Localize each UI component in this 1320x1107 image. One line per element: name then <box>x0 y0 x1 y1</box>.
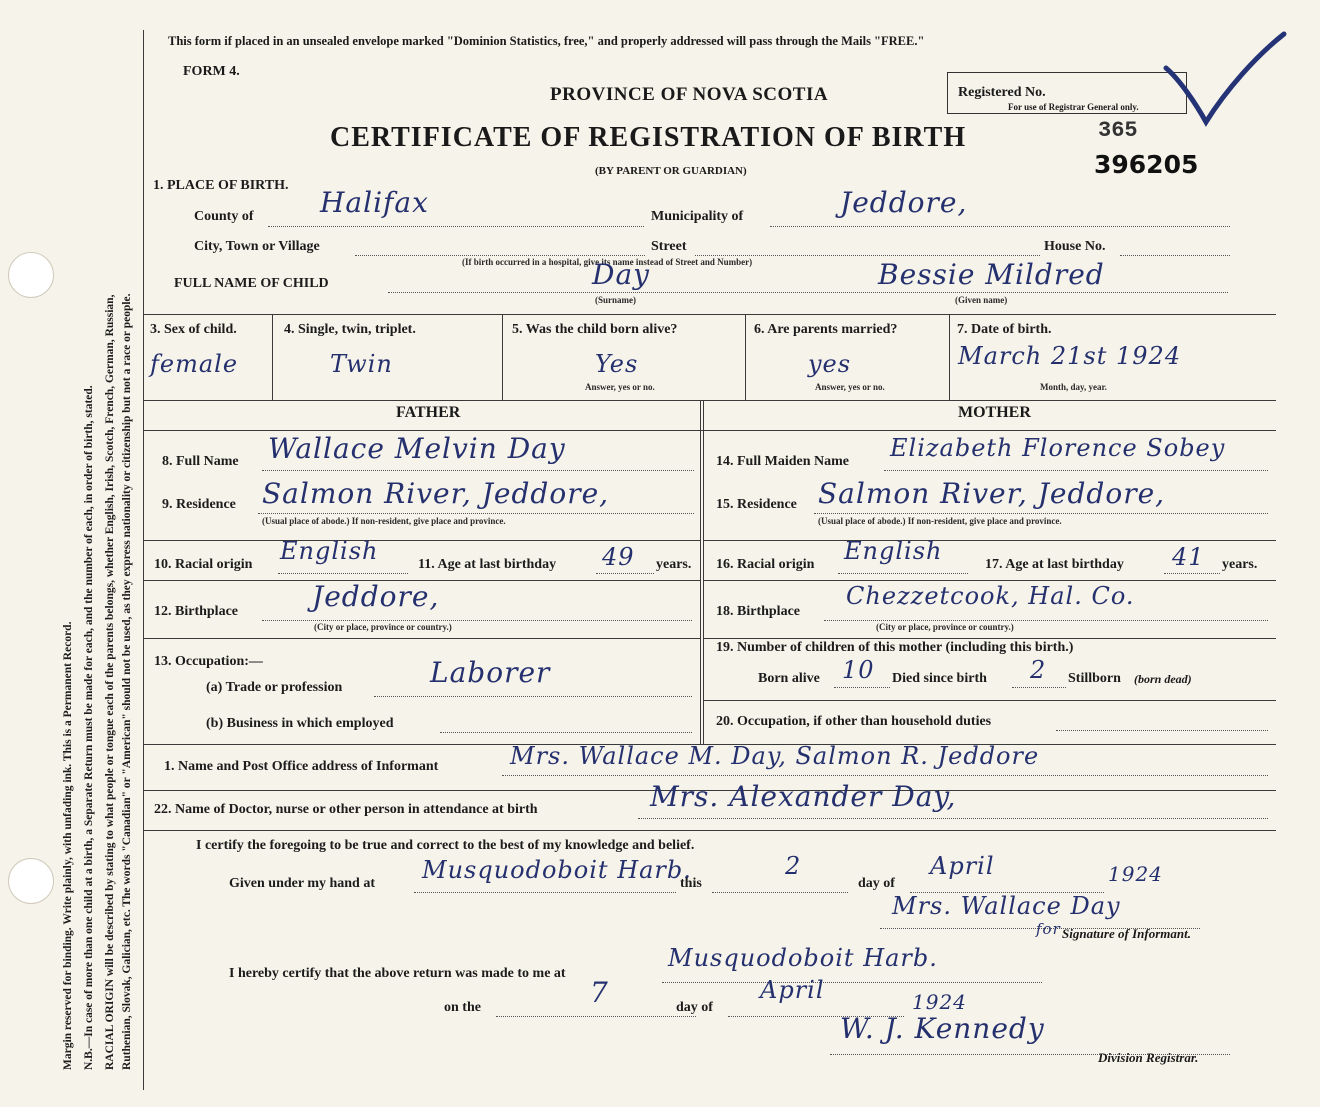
father-name-value[interactable]: Wallace Melvin Day <box>268 432 566 465</box>
mother-age-unit: years. <box>1222 557 1258 572</box>
child-name-label: FULL NAME OF CHILD <box>174 276 329 291</box>
doctor-label: 22. Name of Doctor, nurse or other person in attendance at birth <box>154 802 538 817</box>
mother-residence-label: 15. Residence <box>716 497 797 512</box>
informant-value[interactable]: Mrs. Wallace M. Day, Salmon R. Jeddore <box>510 742 1040 770</box>
given-caption: (Given name) <box>955 295 1008 305</box>
alive-label: 5. Was the child born alive? <box>512 322 678 337</box>
page-subtitle: (BY PARENT OR GUARDIAN) <box>595 165 747 177</box>
father-racial-label: 10. Racial origin <box>154 557 253 572</box>
mother-age-label: 17. Age at last birthday <box>985 557 1124 572</box>
record-number: 396205 <box>1094 150 1199 179</box>
married-label: 6. Are parents married? <box>754 322 898 337</box>
informant-signature[interactable]: Mrs. Wallace Day <box>892 892 1121 920</box>
day-of-label: day of <box>858 876 895 891</box>
registered-note: For use of Registrar General only. <box>1008 102 1139 112</box>
check-mark-icon <box>1160 30 1290 135</box>
plurality-label: 4. Single, twin, triplet. <box>284 322 416 337</box>
mother-heading: MOTHER <box>958 404 1031 421</box>
father-name-label: 8. Full Name <box>162 454 239 469</box>
father-birthplace-label: 12. Birthplace <box>154 604 238 619</box>
registrar-certify-text: I hereby certify that the above return was made to me at <box>229 966 566 981</box>
mother-residence-value[interactable]: Salmon River, Jeddore, <box>818 477 1166 510</box>
hospital-note: (If birth occurred in a hospital, give its name instead of Street and Number) <box>462 257 753 267</box>
registrar-caption: Division Registrar. <box>1098 1050 1199 1065</box>
informant-label: 1. Name and Post Office address of Informant <box>164 759 439 774</box>
plurality-value[interactable]: Twin <box>330 350 393 378</box>
father-birthplace-caption: (City or place, province or country.) <box>314 622 452 632</box>
born-alive-label: Born alive <box>758 671 820 686</box>
married-value[interactable]: yes <box>808 350 852 378</box>
mother-age-value[interactable]: 41 <box>1172 543 1205 571</box>
mother-name-value[interactable]: Elizabeth Florence Sobey <box>890 434 1226 462</box>
mother-birthplace-caption: (City or place, province or country.) <box>876 622 1014 632</box>
mother-birthplace-value[interactable]: Chezzetcook, Hal. Co. <box>846 582 1135 610</box>
father-age-value[interactable]: 49 <box>602 543 635 571</box>
given-label: Given under my hand at <box>229 876 375 891</box>
born-alive-value[interactable]: 10 <box>842 656 875 684</box>
province-heading: PROVINCE OF NOVA SCOTIA <box>550 84 829 105</box>
margin-note: N.B.—In case of more than one child at a birth, a Separate Return must be made for each, and the number of each, in order of birth, stated. <box>83 385 95 1070</box>
county-value[interactable]: Halifax <box>320 186 429 219</box>
sex-value[interactable]: female <box>150 350 239 378</box>
mother-birthplace-label: 18. Birthplace <box>716 604 800 619</box>
father-residence-label: 9. Residence <box>162 497 236 512</box>
street-label: Street <box>651 239 687 254</box>
margin-note: Ruthenian, Slovak, Galician, etc. The words "Canadian" or "American" should not be used, as they express nationality or citizenship but not a race or people. <box>121 293 133 1070</box>
occupation-label: 13. Occupation:— <box>154 654 263 669</box>
signature-caption: Signature of Informant. <box>1062 926 1191 941</box>
on-the-label: on the <box>444 1000 481 1015</box>
stillborn-label: Stillborn <box>1068 671 1121 686</box>
children-count-label: 19. Number of children of this mother (including this birth.) <box>716 640 1074 655</box>
registered-label: Registered No. <box>958 85 1046 100</box>
margin-rule <box>143 30 144 1090</box>
doctor-value[interactable]: Mrs. Alexander Day, <box>650 780 957 813</box>
married-caption: Answer, yes or no. <box>815 382 885 392</box>
business-label: (b) Business in which employed <box>206 716 394 731</box>
trade-label: (a) Trade or profession <box>206 680 343 695</box>
stamp-number: 365 <box>1098 118 1138 143</box>
certify-text: I certify the foregoing to be true and correct to the best of my knowledge and belief. <box>196 838 695 853</box>
died-label: Died since birth <box>892 671 987 686</box>
dob-value[interactable]: March 21st 1924 <box>958 342 1182 370</box>
given-month-value[interactable]: April <box>930 852 995 880</box>
municipality-label: Municipality of <box>651 209 744 224</box>
binding-hole <box>8 858 54 904</box>
registrar-year-value[interactable]: 1924 <box>912 990 967 1014</box>
registered-box <box>947 72 1187 114</box>
registrar-month-value[interactable]: April <box>760 976 825 1004</box>
county-label: County of <box>194 209 254 224</box>
mother-racial-label: 16. Racial origin <box>716 557 815 572</box>
father-racial-value[interactable]: English <box>280 537 379 565</box>
page-title: CERTIFICATE OF REGISTRATION OF BIRTH <box>330 122 967 153</box>
alive-caption: Answer, yes or no. <box>585 382 655 392</box>
municipality-value[interactable]: Jeddore, <box>840 186 968 219</box>
alive-value[interactable]: Yes <box>595 350 639 378</box>
given-place-value[interactable]: Musquodoboit Harb. <box>422 856 692 884</box>
mail-notice: This form if placed in an unsealed envelope marked "Dominion Statistics, free," and properly addressed will pass through the Mails "FREE." <box>168 34 925 48</box>
mother-residence-caption: (Usual place of abode.) If non-resident, give place and province. <box>818 516 1062 526</box>
father-residence-caption: (Usual place of abode.) If non-resident, give place and province. <box>262 516 506 526</box>
place-of-birth-label: 1. PLACE OF BIRTH. <box>153 178 289 193</box>
house-label: House No. <box>1044 239 1106 254</box>
binding-hole <box>8 252 54 298</box>
dob-caption: Month, day, year. <box>1040 382 1107 392</box>
surname-caption: (Surname) <box>595 295 636 305</box>
margin-note: RACIAL ORIGIN will be described by stating to what people or tongue each of the parents belongs, whether English, Irish, Scotch, French, German, Russian, <box>104 294 116 1070</box>
father-residence-value[interactable]: Salmon River, Jeddore, <box>262 477 610 510</box>
registrar-signature[interactable]: W. J. Kennedy <box>840 1012 1045 1045</box>
father-age-label: 11. Age at last birthday <box>418 557 557 572</box>
child-given-name[interactable]: Bessie Mildred <box>878 258 1105 291</box>
given-year-value[interactable]: 1924 <box>1108 862 1163 886</box>
form-number: FORM 4. <box>183 64 240 79</box>
registrar-day-of-label: day of <box>676 1000 713 1015</box>
mother-occupation-label: 20. Occupation, if other than household duties <box>716 714 992 729</box>
trade-value[interactable]: Laborer <box>430 656 551 689</box>
father-birthplace-value[interactable]: Jeddore, <box>312 580 440 613</box>
registrar-place-value[interactable]: Musquodoboit Harb. <box>668 944 938 972</box>
city-label: City, Town or Village <box>194 239 320 254</box>
given-day-value[interactable]: 2 <box>785 852 802 880</box>
parents-divider <box>700 400 704 745</box>
stillborn-note: (born dead) <box>1134 672 1192 686</box>
mother-name-label: 14. Full Maiden Name <box>716 454 849 469</box>
father-heading: FATHER <box>396 404 461 421</box>
child-surname[interactable]: Day <box>592 258 650 291</box>
mother-racial-value[interactable]: English <box>844 537 943 565</box>
sex-label: 3. Sex of child. <box>150 322 237 337</box>
father-age-unit: years. <box>656 557 692 572</box>
dob-label: 7. Date of birth. <box>957 322 1052 337</box>
registrar-day-value[interactable]: 7 <box>590 976 609 1009</box>
margin-note: Margin reserved for binding. Write plainly, with unfading ink. This is a Permanent Record. <box>62 621 74 1070</box>
this-label: this <box>680 876 702 891</box>
died-value[interactable]: 2 <box>1030 656 1047 684</box>
signature-prefix: for <box>1036 920 1061 938</box>
